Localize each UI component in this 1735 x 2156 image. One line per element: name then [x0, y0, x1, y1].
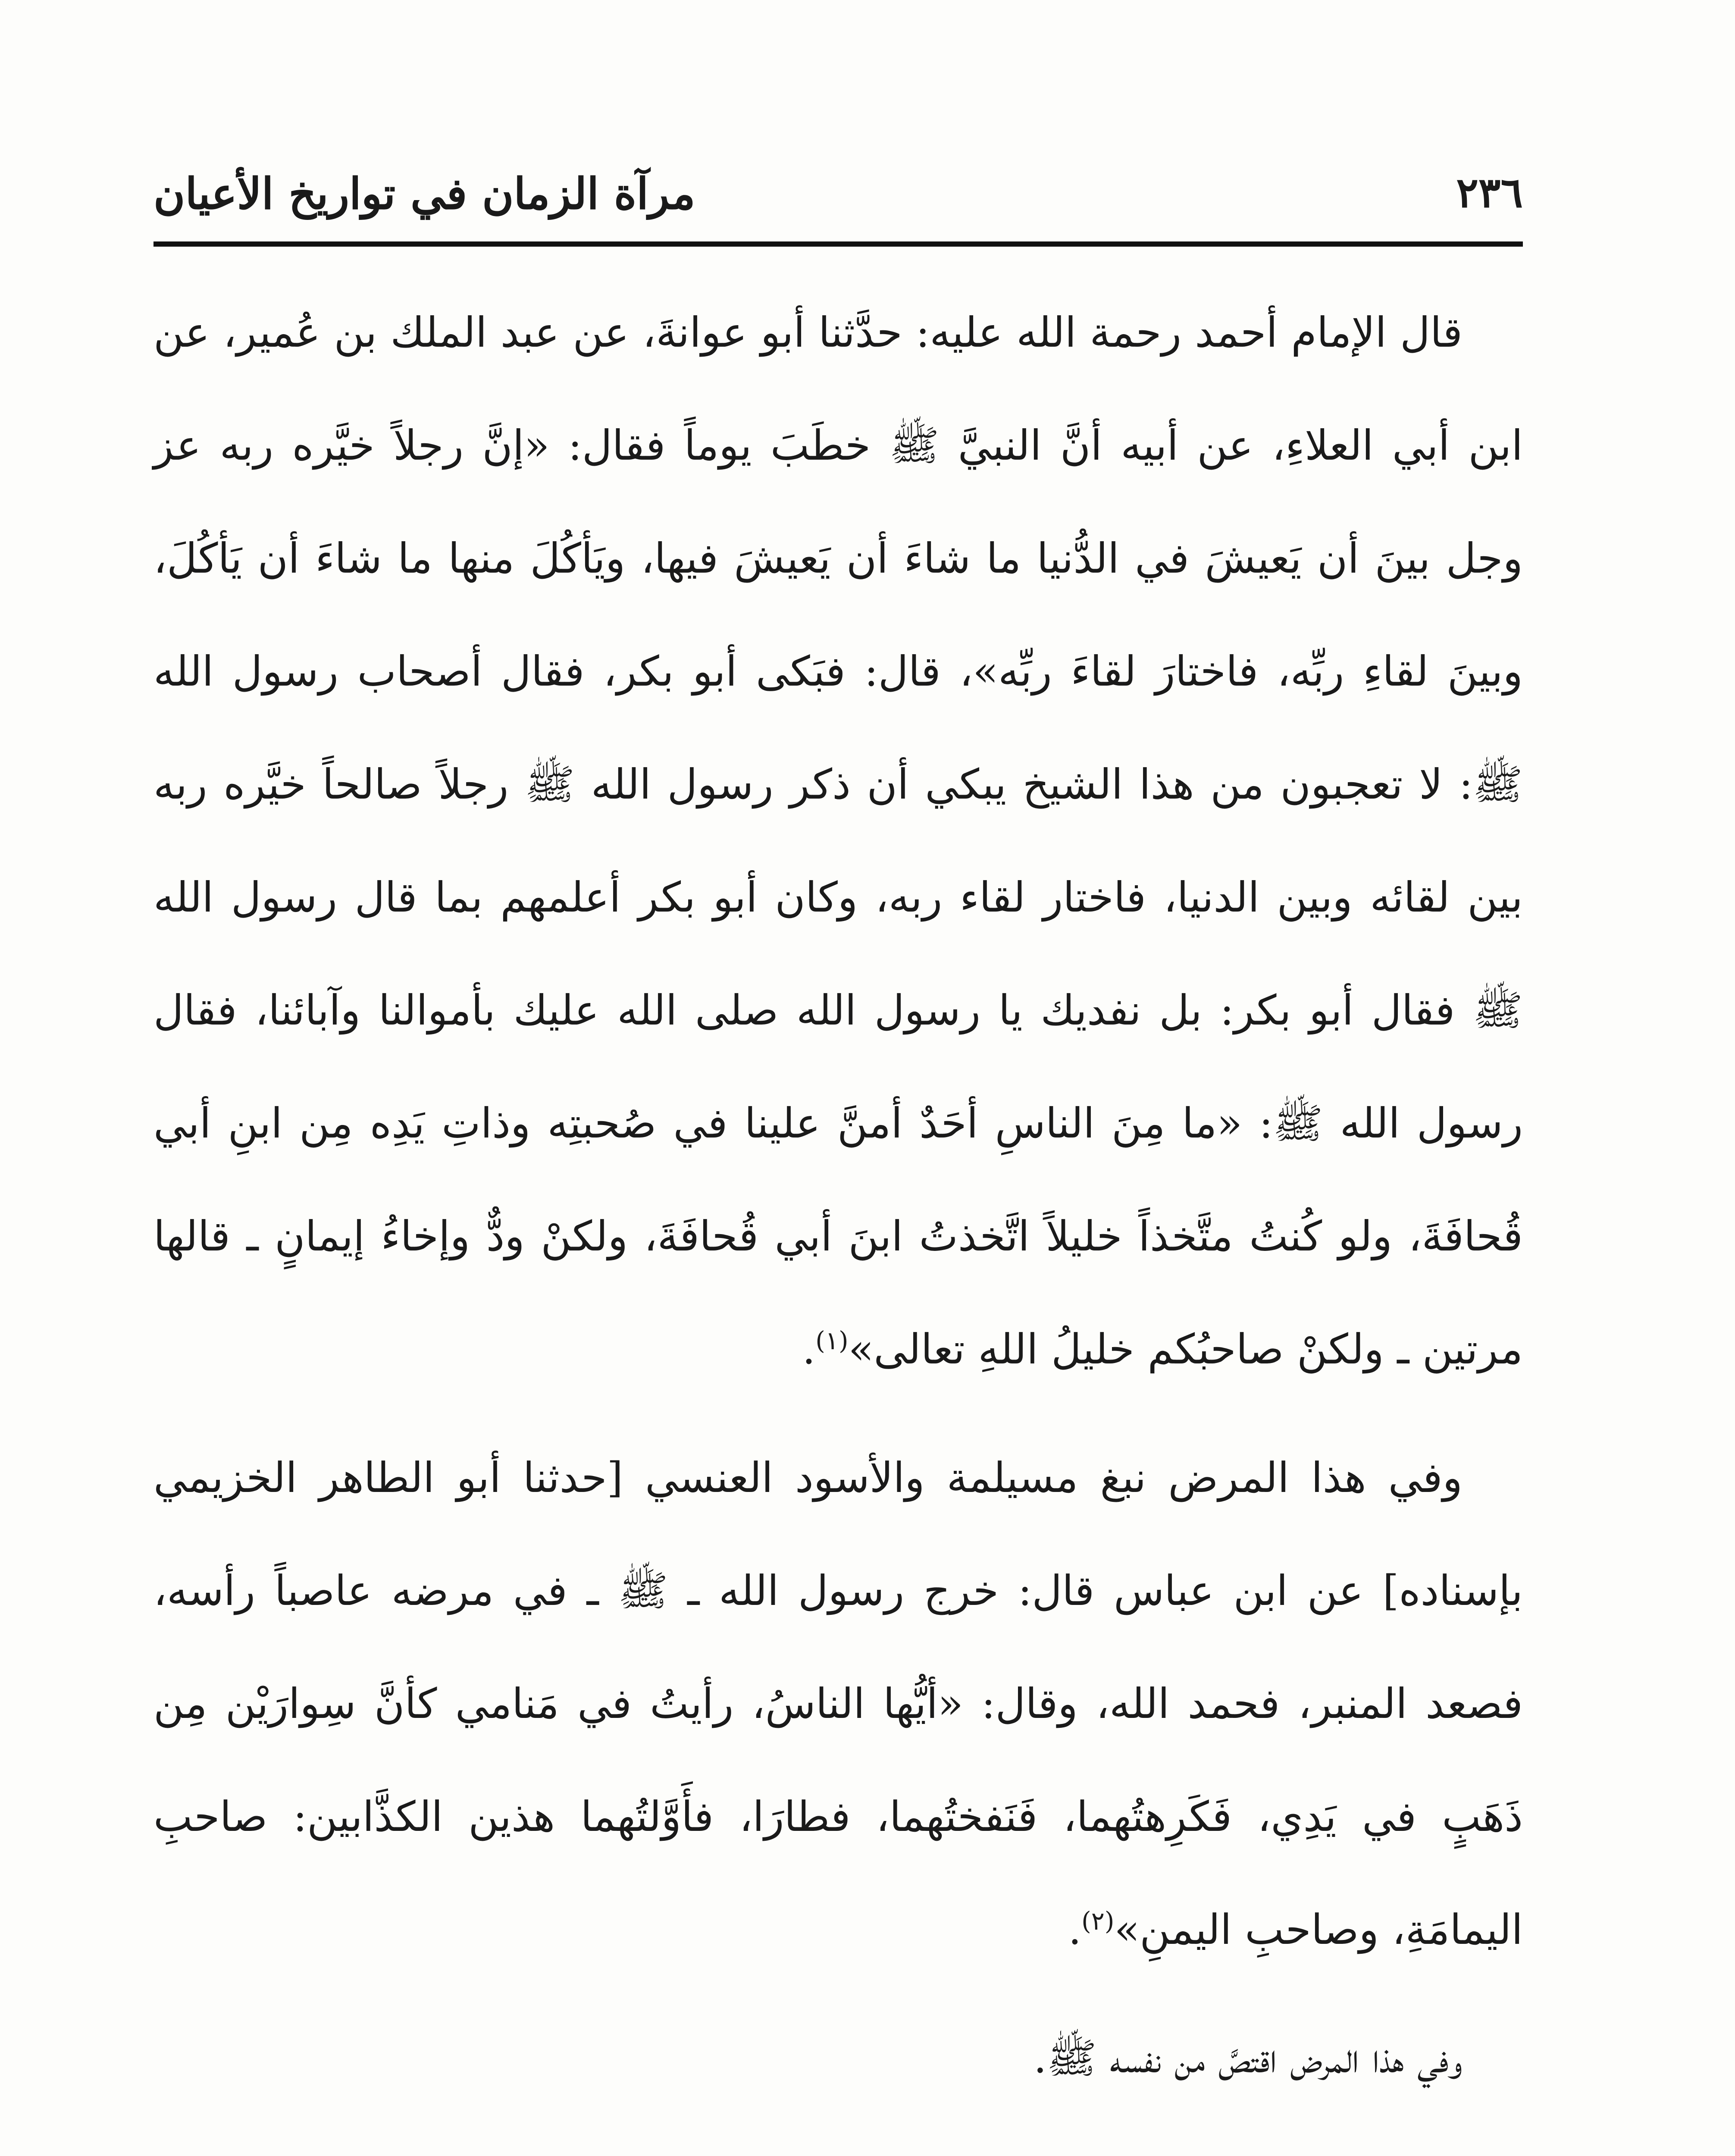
- paragraph-end: .: [802, 1325, 816, 1373]
- page-number: ٢٣٦: [1456, 168, 1523, 217]
- paragraph-musaylima: [153, 1421, 1523, 1986]
- running-header: [153, 160, 1523, 246]
- footnote-ref-1: (١): [815, 1326, 849, 1355]
- header-rule: [153, 241, 1523, 247]
- paragraph-ibn-saad: [153, 2130, 1523, 2156]
- paragraph-end: .: [1068, 1905, 1082, 1954]
- paragraph-text: قال الإمام أحمد رحمة الله عليه: حدَّثنا أبو عوانةَ، عن عبد الملك بن عُمير، عن ابن أبي العلاءِ، عن أبيه أنَّ النبيَّ ﷺ خطَبَ يوماً فقال: «إنَّ رجلاً خيَّره ربه عز وجل بينَ أن يَعيشَ في الدُّنيا ما شاءَ أن يَعيشَ فيها، ويَأكُلَ منها ما شاءَ أن يَأكُلَ، وبينَ لقاءِ ربِّه، فاختارَ لقاءَ ربِّه»، قال: فبَكى أبو بكر، فقال أصحاب رسول الله ﷺ: لا تعجبون من هذا الشيخ يبكي أن ذكر رسول الله ﷺ رجلاً صالحاً خيَّره ربه بين لقائه وبين الدنيا، فاختار لقاء ربه، وكان أبو بكر أعلمهم بما قال رسول الله ﷺ فقال أبو بكر: بل نفديك يا رسول الله صلى الله عليك بأموالنا وآبائنا، فقال رسول الله ﷺ: «ما مِنَ الناسِ أحَدٌ أمنَّ علينا في صُحبتِه وذاتِ يَدِه مِن ابنِ أبي قُحافَةَ، ولو كُنتُ متَّخذاً خليلاً اتَّخذتُ ابنَ أبي قُحافَةَ، ولكنْ ودٌّ وإخاءُ إيمانٍ ـ قالها مرتين ـ ولكنْ صاحبُكم خليلُ اللهِ تعالى»: [153, 308, 1523, 1373]
- paragraph-text: وفي هذا المرض اقتصَّ من نفسه ﷺ.: [1033, 2034, 1463, 2082]
- footnote-ref-2: (٢): [1081, 1906, 1115, 1936]
- paragraph-hadith-abu-bakr: [153, 276, 1523, 1406]
- book-title: مرآة الزمان في تواريخ الأعيان: [153, 168, 695, 219]
- paragraph-iqtisas: [153, 2002, 1523, 2115]
- main-text: [153, 276, 1523, 2156]
- paragraph-text: وفي هذا المرض نبغ مسيلمة والأسود العنسي [حدثنا أبو الطاهر الخزيمي بإسناده] عن ابن عباس قال: خرج رسول الله ـ ﷺ ـ في مرضه عاصباً رأسه، فصعد المنبر، فحمد الله، وقال: «أيُّها الناسُ، رأيتُ في مَنامي كأنَّ سِوارَيْن مِن ذَهَبٍ في يَدِي، فَكَرِهتُهما، فَنَفختُهما، فطارَا، فأَوَّلتُهما هذين الكذَّابين: صاحبِ اليمامَةِ، وصاحبِ اليمنِ»: [153, 1454, 1523, 1954]
